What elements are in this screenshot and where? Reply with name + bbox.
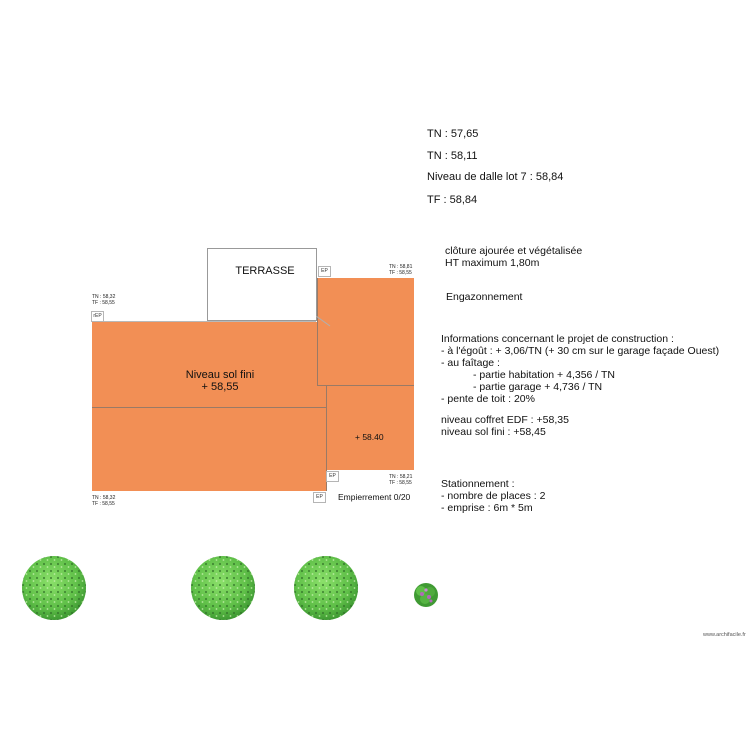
lawn-note: Engazonnement xyxy=(446,291,523,303)
parking-emprise: - emprise : 6m * 5m xyxy=(441,502,533,514)
corner-bl-tf: TF : 58,55 xyxy=(92,501,115,507)
level-tn-1: TN : 57,65 xyxy=(427,128,479,140)
ep-box-bottom[interactable]: EP xyxy=(313,492,326,503)
gutter-diagonal xyxy=(316,316,332,328)
info-title: Informations concernant le projet de construction : xyxy=(441,333,674,345)
info-habitation: - partie habitation + 4,356 / TN xyxy=(473,369,615,381)
garage-divider-line xyxy=(317,385,414,386)
corner-tr-tn: TN : 58,81 xyxy=(389,264,413,270)
fence-note-line-1: clôture ajourée et végétalisée xyxy=(445,245,583,257)
info-coffret: niveau coffret EDF : +58,35 xyxy=(441,414,569,426)
info-faitage: - au faîtage : xyxy=(441,357,500,369)
corner-tl-tn: TN : 58,32 xyxy=(92,294,116,300)
parking-places: - nombre de places : 2 xyxy=(441,490,546,502)
tree-icon xyxy=(293,555,359,621)
floor-level-title: Niveau sol fini xyxy=(185,369,255,381)
floor-level-value: + 58,55 xyxy=(201,381,239,393)
corner-br-tn: TN : 58,21 xyxy=(389,474,413,480)
info-egout: - à l'égoût : + 3,06/TN (+ 30 cm sur le garage façade Ouest) xyxy=(441,345,720,357)
ep-box-top[interactable]: EP xyxy=(318,266,331,277)
tree-icon xyxy=(190,555,256,621)
level-tn-2: TN : 58,11 xyxy=(427,150,478,162)
garage-upper[interactable] xyxy=(317,278,414,385)
parking-info xyxy=(441,478,545,514)
house-divider-line xyxy=(92,407,326,408)
corner-bl-tn: TN : 58,32 xyxy=(92,495,116,501)
bush-icon xyxy=(411,580,441,610)
floor-level-label xyxy=(160,369,280,393)
fence-note-line-2: HT maximum 1,80m xyxy=(445,257,540,269)
info-sol-fini: niveau sol fini : +58,45 xyxy=(441,426,546,438)
corner-bottom-left xyxy=(92,495,115,507)
corner-tl-tf: TF : 58,55 xyxy=(92,300,115,306)
tree-icon xyxy=(21,555,87,621)
terrace[interactable] xyxy=(207,248,317,321)
fence-note xyxy=(445,245,582,269)
level-dalle: Niveau de dalle lot 7 : 58,84 xyxy=(427,171,564,183)
gravel-label: Empierrement 0/20 xyxy=(338,492,411,502)
parking-title: Stationnement : xyxy=(441,478,515,490)
garage-lower[interactable] xyxy=(326,385,414,470)
terrace-label: TERRASSE xyxy=(235,265,295,277)
corner-top-left xyxy=(92,294,115,306)
rep-box-left[interactable]: rEP xyxy=(91,311,104,322)
garage-left-line xyxy=(317,278,318,385)
garage-level-value: + 58.40 xyxy=(355,432,384,442)
project-info xyxy=(441,333,719,438)
info-garage: - partie garage + 4,736 / TN xyxy=(473,381,603,393)
corner-top-right xyxy=(389,264,412,276)
gutter-line xyxy=(102,321,316,322)
watermark[interactable]: www.archifacile.fr xyxy=(703,632,746,638)
corner-bottom-right xyxy=(389,474,412,486)
level-tf: TF : 58,84 xyxy=(427,194,478,206)
info-pente: - pente de toit : 20% xyxy=(441,393,535,405)
corner-br-tf: TF : 58,55 xyxy=(389,480,412,486)
ep-box-bottom-right[interactable]: EP xyxy=(326,471,339,482)
corner-tr-tf: TF : 58,55 xyxy=(389,270,412,276)
